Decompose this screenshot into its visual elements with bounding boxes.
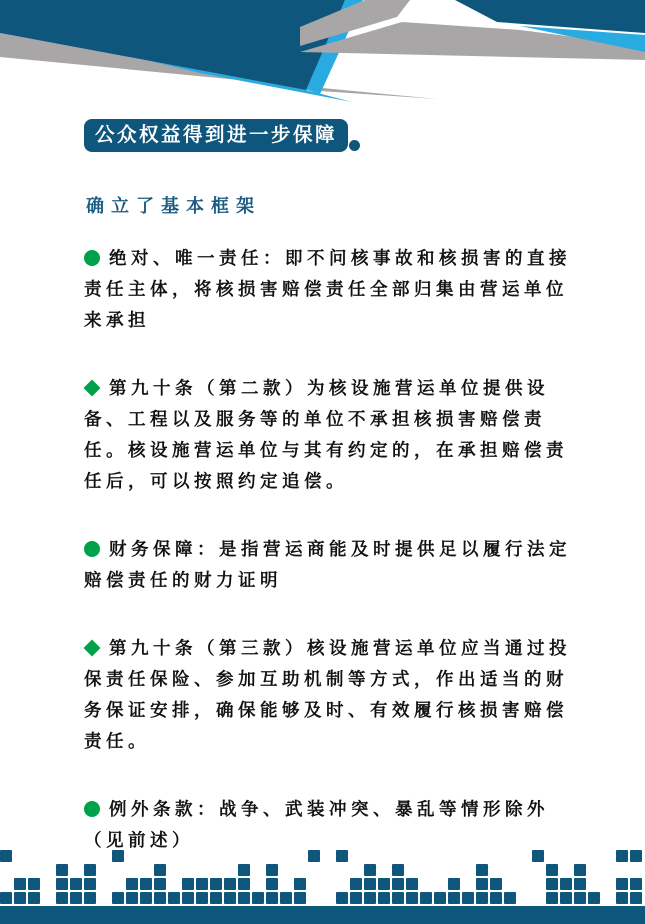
footer-square	[154, 878, 166, 890]
footer-square	[210, 878, 222, 890]
footer-square	[448, 892, 460, 904]
bullet-item	[84, 794, 589, 856]
footer-square	[574, 864, 586, 876]
bullet-text-line: （见前述）	[84, 830, 194, 850]
bullet-text-line: 第九十条（第二款）为核设施营运单位提供设	[109, 378, 549, 398]
bullet-item	[84, 243, 589, 336]
footer-square	[294, 878, 306, 890]
bullet-text-line: 责任。	[84, 731, 150, 751]
footer-square	[84, 878, 96, 890]
footer-square	[56, 878, 68, 890]
footer-square	[266, 864, 278, 876]
footer-square	[546, 892, 558, 904]
header-decoration	[0, 0, 645, 110]
footer-square	[420, 892, 432, 904]
footer-square	[364, 878, 376, 890]
footer-square	[126, 878, 138, 890]
footer-square	[350, 878, 362, 890]
subtitle: 确立了基本框架	[86, 196, 261, 216]
footer-square	[364, 864, 376, 876]
title-dot-icon	[349, 140, 360, 151]
footer-square	[140, 892, 152, 904]
footer-square	[294, 892, 306, 904]
footer-square	[56, 892, 68, 904]
bullet-marker-diamond-icon	[84, 640, 101, 657]
footer-square	[0, 892, 12, 904]
bullet-marker-circle-icon	[84, 801, 100, 817]
footer-square	[336, 850, 348, 862]
bullet-item	[84, 633, 589, 757]
footer-square	[392, 878, 404, 890]
footer-square	[476, 892, 488, 904]
footer-square	[168, 892, 180, 904]
bullet-text-line: 例外条款：战争、武装冲突、暴乱等情形除外	[109, 799, 549, 819]
title-banner: 公众权益得到进一步保障	[84, 119, 348, 152]
footer-square	[14, 892, 26, 904]
footer-square	[154, 892, 166, 904]
bullet-text-line: 务保证安排，确保能够及时、有效履行核损害赔偿	[84, 700, 568, 720]
footer-bar	[0, 906, 645, 924]
footer-square	[560, 892, 572, 904]
bullet-text-line: 第九十条（第三款）核设施营运单位应当通过投	[109, 638, 571, 658]
footer-square	[574, 892, 586, 904]
footer-square	[406, 878, 418, 890]
bullet-marker-circle-icon	[84, 250, 100, 266]
footer-square	[252, 892, 264, 904]
footer-square	[574, 878, 586, 890]
footer-square	[364, 892, 376, 904]
footer-square	[490, 878, 502, 890]
footer-square	[154, 864, 166, 876]
footer-square	[546, 878, 558, 890]
footer-square	[70, 892, 82, 904]
footer-square	[112, 892, 124, 904]
footer-square	[224, 892, 236, 904]
footer-square	[238, 864, 250, 876]
footer-square	[126, 892, 138, 904]
footer-square	[392, 864, 404, 876]
bullet-text-line: 赔偿责任的财力证明	[84, 570, 282, 590]
footer-square	[630, 850, 642, 862]
bullet-text-line: 任后，可以按照约定追偿。	[84, 471, 348, 491]
footer-pixel-pattern	[0, 850, 645, 906]
footer-square	[28, 878, 40, 890]
footer-square	[462, 892, 474, 904]
footer-square	[210, 892, 222, 904]
footer-square	[588, 892, 600, 904]
footer-square	[560, 878, 572, 890]
footer-square	[238, 878, 250, 890]
footer-square	[434, 892, 446, 904]
footer-square	[504, 892, 516, 904]
footer-square	[476, 878, 488, 890]
bullet-marker-circle-icon	[84, 541, 100, 557]
footer-square	[224, 878, 236, 890]
footer-square	[238, 892, 250, 904]
bullet-text-line: 责任主体，将核损害赔偿责任全部归集由营运单位	[84, 279, 568, 299]
bullet-item	[84, 534, 589, 596]
footer-square	[532, 850, 544, 862]
footer-square	[140, 878, 152, 890]
footer-square	[350, 892, 362, 904]
footer-square	[448, 878, 460, 890]
footer-square	[630, 892, 642, 904]
bullet-text-line: 任。核设施营运单位与其有约定的，在承担赔偿责	[84, 440, 568, 460]
footer-square	[84, 864, 96, 876]
footer-square	[630, 878, 642, 890]
footer-square	[196, 892, 208, 904]
footer-square	[28, 892, 40, 904]
footer-square	[280, 892, 292, 904]
footer-square	[378, 878, 390, 890]
footer-square	[392, 892, 404, 904]
footer-square	[308, 850, 320, 862]
footer-square	[182, 878, 194, 890]
bullet-item	[84, 373, 589, 497]
footer-square	[546, 864, 558, 876]
footer-square	[56, 864, 68, 876]
bullet-text-line: 保责任保险、参加互助机制等方式，作出适当的财	[84, 669, 568, 689]
footer-square	[14, 878, 26, 890]
footer-square	[616, 892, 628, 904]
footer-square	[336, 892, 348, 904]
footer-square	[266, 892, 278, 904]
footer-square	[490, 892, 502, 904]
bullet-text-line: 财务保障：是指营运商能及时提供足以履行法定	[109, 539, 571, 559]
footer-square	[84, 892, 96, 904]
footer-square	[406, 892, 418, 904]
footer-square	[0, 850, 12, 862]
bullet-text-line: 绝对、唯一责任：即不问核事故和核损害的直接	[109, 248, 571, 268]
footer-square	[182, 892, 194, 904]
footer-square	[378, 892, 390, 904]
footer-square	[196, 878, 208, 890]
bullet-text-line: 备、工程以及服务等的单位不承担核损害赔偿责	[84, 409, 546, 429]
footer-square	[112, 850, 124, 862]
bullet-list	[84, 243, 589, 893]
bullet-marker-diamond-icon	[84, 380, 101, 397]
footer-square	[70, 878, 82, 890]
footer-square	[476, 864, 488, 876]
footer-square	[616, 878, 628, 890]
bullet-text-line: 来承担	[84, 310, 150, 330]
footer-square	[266, 878, 278, 890]
footer-square	[616, 850, 628, 862]
